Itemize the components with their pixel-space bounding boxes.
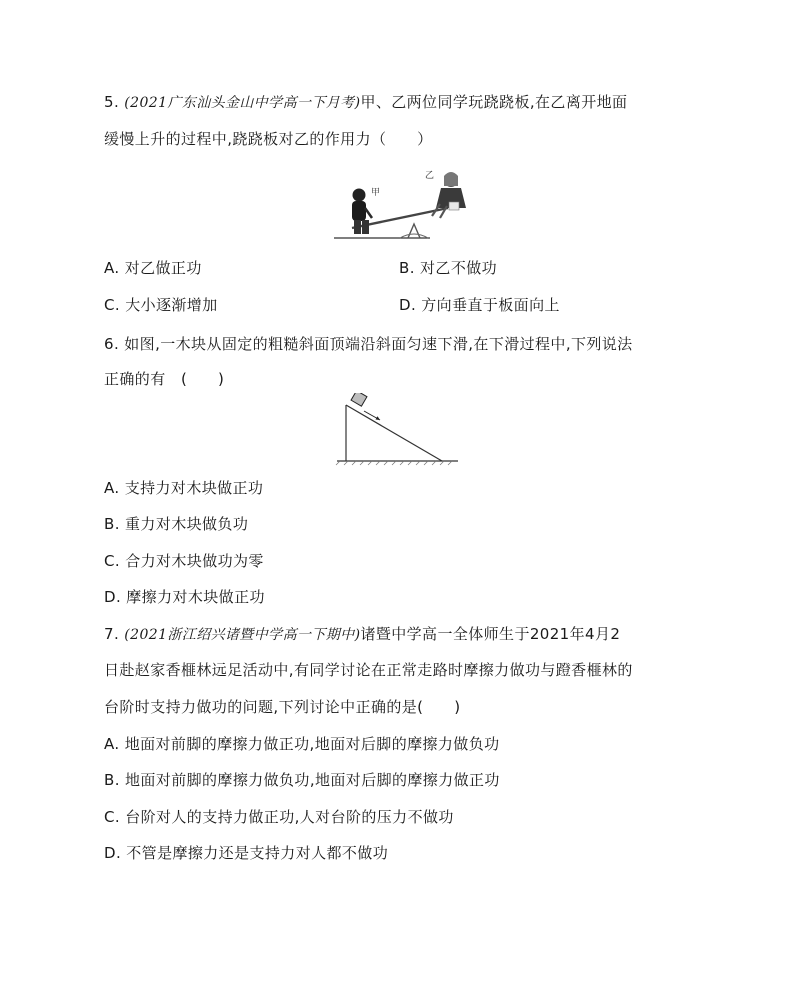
q6-option-a: A. 支持力对木块做正功 xyxy=(104,479,264,497)
q5-label-jia: 甲 xyxy=(371,188,381,198)
q7-line-2: 日赴赵家香榧林远足活动中,有同学讨论在正常走路时摩擦力做功与蹬香榧林的 xyxy=(104,661,633,679)
q5-option-b: B. 对乙不做功 xyxy=(399,259,498,277)
q5-line-2: 缓慢上升的过程中,跷跷板对乙的作用力（ ） xyxy=(104,130,433,148)
q7-stem-1: 诸暨中学高一全体师生于2021年4月2 xyxy=(360,625,621,643)
q6-line-2: 正确的有 ( ) xyxy=(104,370,225,388)
q5-option-d: D. 方向垂直于板面向上 xyxy=(399,296,560,314)
q6-option-c: C. 合力对木块做功为零 xyxy=(104,552,264,570)
q5-stem-1: 甲、乙两位同学玩跷跷板,在乙离开地面 xyxy=(360,93,628,111)
q7-option-b: B. 地面对前脚的摩擦力做负功,地面对后脚的摩擦力做正功 xyxy=(104,771,500,789)
q7-source: (2021浙江绍兴诸暨中学高一下期中) xyxy=(124,627,361,643)
q5-line-1 xyxy=(104,92,627,113)
q5-source: (2021广东汕头金山中学高一下月考) xyxy=(124,95,361,111)
q5-option-c: C. 大小逐渐增加 xyxy=(104,296,218,314)
q7-line-3: 台阶时支持力做功的问题,下列讨论中正确的是( ) xyxy=(104,698,461,716)
q5-label-yi: 乙 xyxy=(425,171,435,181)
q6-option-b: B. 重力对木块做负功 xyxy=(104,515,249,533)
q7-line-1 xyxy=(104,624,620,645)
q6-incline-figure xyxy=(334,393,460,467)
q7-number: 7. xyxy=(104,625,120,643)
q6-option-d: D. 摩擦力对木块做正功 xyxy=(104,588,265,606)
q7-option-a: A. 地面对前脚的摩擦力做正功,地面对后脚的摩擦力做负功 xyxy=(104,735,500,753)
q5-number: 5. xyxy=(104,93,120,111)
q5-option-a: A. 对乙做正功 xyxy=(104,259,202,277)
q5-seesaw-figure xyxy=(330,164,470,242)
q7-option-c: C. 台阶对人的支持力做正功,人对台阶的压力不做功 xyxy=(104,808,454,826)
q6-line-1: 6. 如图,一木块从固定的粗糙斜面顶端沿斜面匀速下滑,在下滑过程中,下列说法 xyxy=(104,335,633,353)
q7-option-d: D. 不管是摩擦力还是支持力对人都不做功 xyxy=(104,844,389,862)
